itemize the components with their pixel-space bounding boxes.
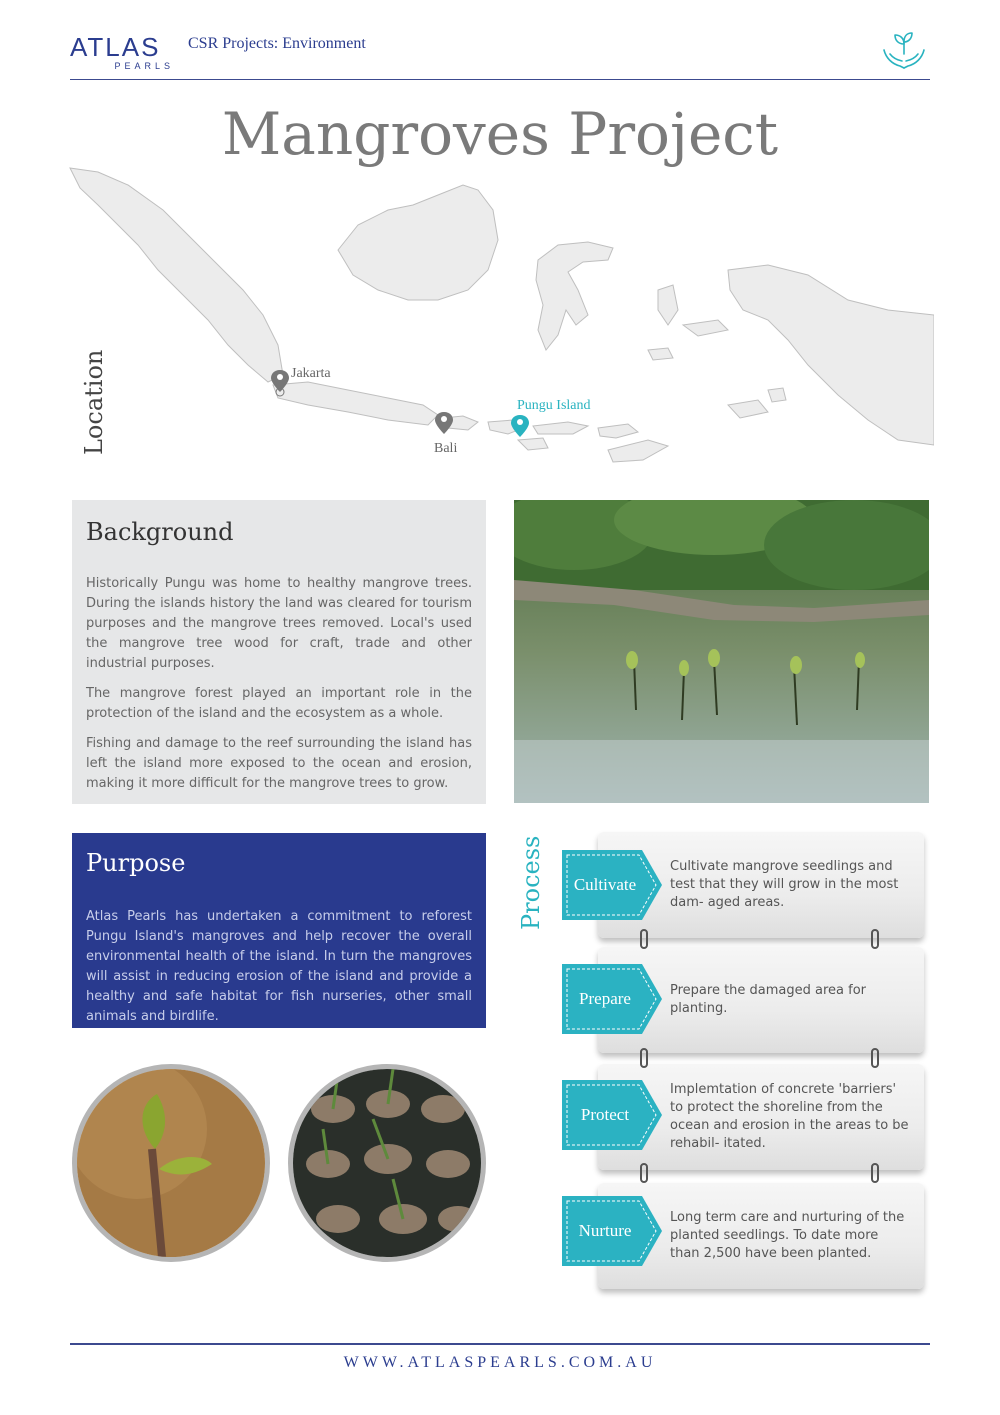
process-step-name: Cultivate [573, 875, 637, 894]
binder-ring-icon [871, 929, 879, 949]
map-label-bali: Bali [434, 441, 458, 456]
map-label-jakarta: Jakarta [291, 366, 331, 381]
process-step-text: Cultivate mangrove seedlings and test that they will grow in the most dam- aged areas. [670, 859, 899, 910]
background-panel [72, 500, 486, 804]
nursery-pots-photo [288, 1064, 486, 1262]
process-tag-protect [562, 1080, 664, 1150]
pungu-island-pin-icon [511, 415, 529, 437]
background-paragraph-1: Historically Pungu was home to healthy mangrove trees. During the islands history the land was cleared for tourism purposes and the mangrove trees removed. Local's used the mangrove tree wood for craft, trade and other industrial purposes. [86, 576, 472, 671]
process-label: Process [517, 835, 545, 930]
atlas-pearls-logo [70, 34, 180, 71]
header-section-title: CSR Projects: Environment [188, 35, 366, 52]
indonesia-map [68, 150, 934, 480]
background-heading: Background [86, 518, 234, 546]
binder-ring-icon [871, 1048, 879, 1068]
process-step-name: Nurture [578, 1221, 632, 1240]
logo-subtitle: PEARLS [114, 61, 174, 71]
binder-ring-icon [871, 1163, 879, 1183]
process-step-name: Protect [580, 1105, 630, 1124]
binder-ring-icon [640, 1048, 648, 1068]
purpose-paragraph: Atlas Pearls has undertaken a commitment to reforest Pungu Island's mangroves and help recover the overall environmental health of the island. In turn the mangroves will assist in reducing erosion of the island and provide a healthy and safe habitat for fish nurseries, other small animals and birdlife. [86, 909, 472, 1024]
process-tag-prepare [562, 964, 664, 1034]
purpose-heading: Purpose [86, 849, 186, 877]
process-tag-nurture [562, 1196, 664, 1266]
binder-ring-icon [640, 929, 648, 949]
page-header [70, 28, 930, 80]
process-tag-cultivate [562, 850, 664, 920]
footer-website-link[interactable]: WWW.ATLASPEARLS.COM.AU [343, 1354, 657, 1371]
process-step-name: Prepare [579, 989, 631, 1008]
map-label-pungu-island: Pungu Island [517, 398, 591, 413]
purpose-panel [72, 833, 486, 1028]
bali-pin-icon [435, 412, 453, 434]
background-paragraph-3: Fishing and damage to the reef surrounding the island has left the island more exposed to the ocean and erosion, making it more difficult for the mangrove trees to grow. [86, 736, 472, 791]
binder-ring-icon [640, 1163, 648, 1183]
process-step-text: Implemtation of concrete 'barriers' to protect the shoreline from the ocean and erosion in the areas to be rehabil- itated. [670, 1082, 909, 1151]
page-title: Mangroves Project [221, 100, 779, 168]
footer-divider [70, 1343, 930, 1345]
process-step-text: Long term care and nurturing of the planted seedlings. To date more than 2,500 have been planted. [670, 1210, 905, 1261]
background-paragraph-2: The mangrove forest played an important role in the protection of the island and the ecosystem as a whole. [86, 686, 472, 721]
hands-plant-icon [880, 28, 928, 72]
location-label: Location [80, 349, 108, 455]
logo-wordmark: ATLAS [70, 32, 161, 62]
mangrove-shoreline-photo [514, 500, 929, 803]
process-step-text: Prepare the damaged area for planting. [670, 983, 867, 1016]
seedling-photo [72, 1064, 270, 1262]
